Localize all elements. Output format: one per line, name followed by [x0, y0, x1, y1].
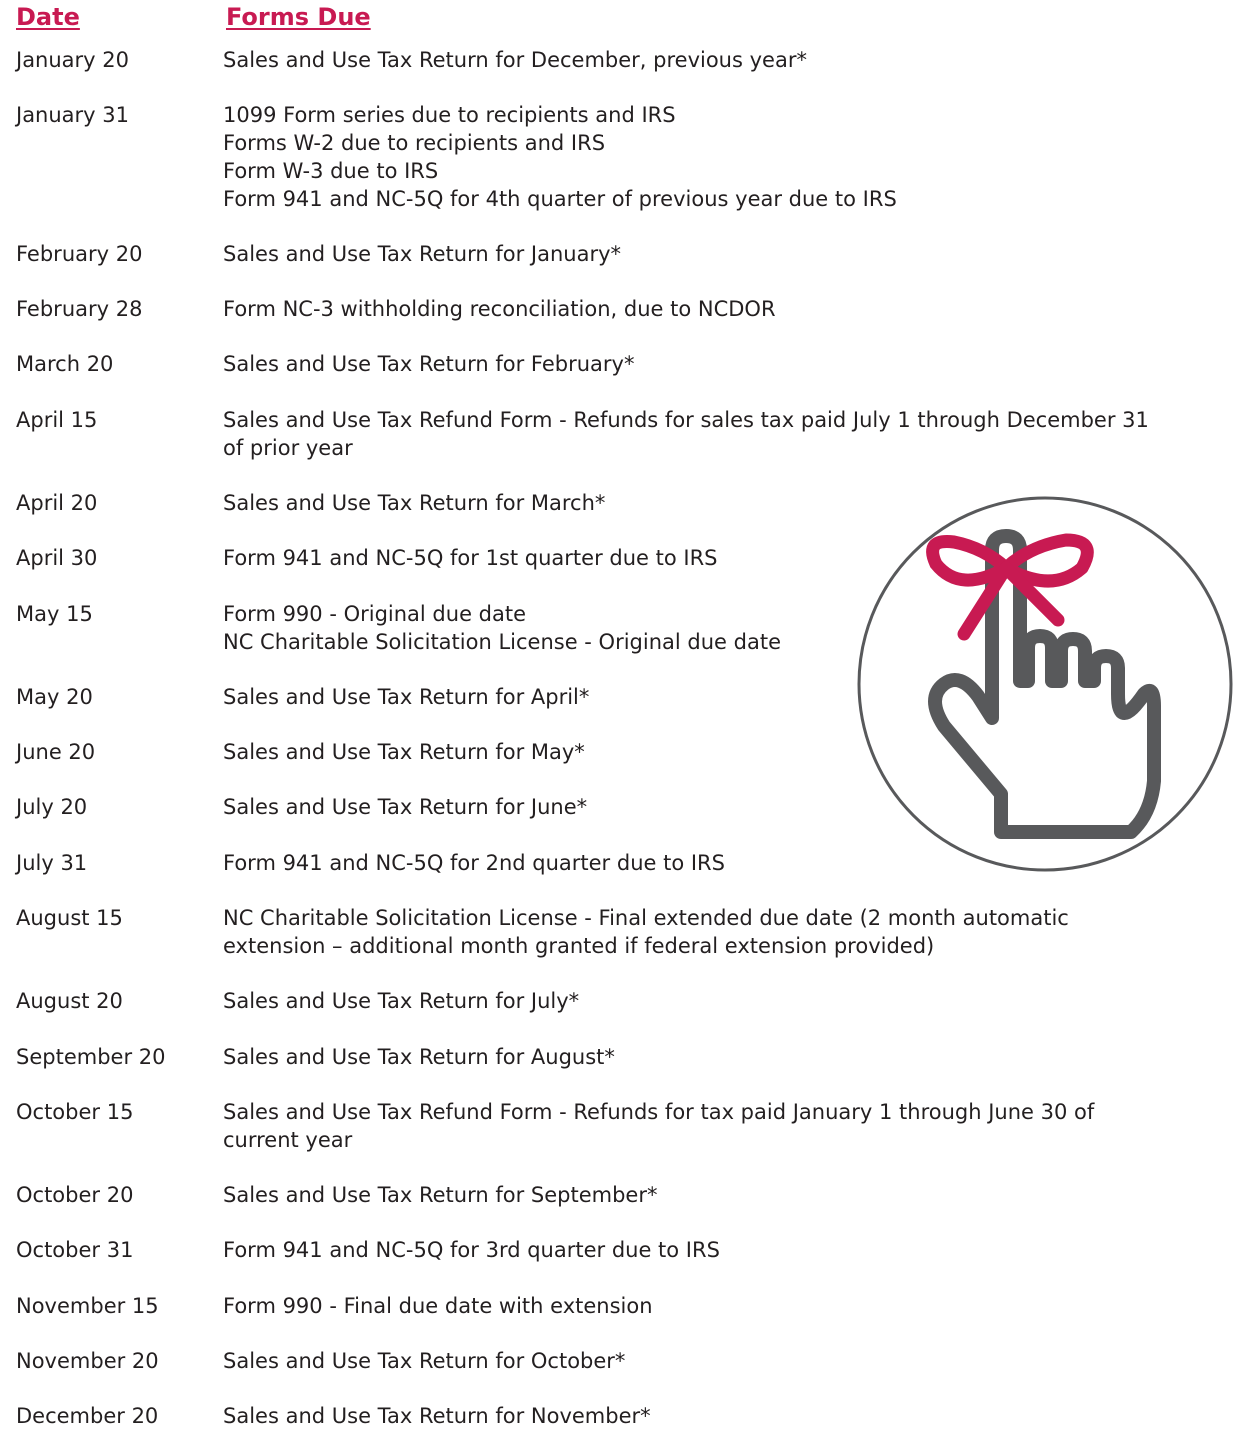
forms-due-column-header: Forms Due: [226, 3, 371, 31]
due-date: January 31: [16, 103, 130, 127]
form-line: Form 990 - Final due date with extension: [223, 1294, 653, 1318]
finger-ribbon-reminder-icon: [856, 496, 1236, 874]
due-date: March 20: [16, 352, 114, 376]
forms-due-cell: [223, 350, 1235, 378]
due-date: November 15: [16, 1294, 159, 1318]
forms-due-cell: [223, 1236, 1235, 1264]
forms-due-cell: [223, 987, 1235, 1015]
due-date: December 20: [16, 1404, 159, 1428]
form-line: Sales and Use Tax Return for February*: [223, 352, 635, 376]
date-column-header: Date: [16, 3, 80, 31]
form-line: Sales and Use Tax Return for March*: [223, 491, 606, 515]
form-line: Sales and Use Tax Return for August*: [223, 1045, 615, 1069]
forms-due-cell: [223, 1402, 1235, 1430]
form-line: Sales and Use Tax Refund Form - Refunds for tax paid January 1 through June 30 of: [223, 1100, 1095, 1124]
due-date: August 20: [16, 989, 123, 1013]
due-date: February 28: [16, 297, 143, 321]
forms-due-cell: [223, 1347, 1235, 1375]
form-line: 1099 Form series due to recipients and IRS: [223, 103, 676, 127]
forms-due-cell: [223, 46, 1235, 74]
form-line: Form 941 and NC-5Q for 4th quarter of previous year due to IRS: [223, 187, 897, 211]
form-line: Form 941 and NC-5Q for 1st quarter due to IRS: [223, 546, 718, 570]
due-date: May 15: [16, 602, 93, 626]
form-line: Sales and Use Tax Return for October*: [223, 1349, 626, 1373]
form-line: Sales and Use Tax Return for April*: [223, 685, 590, 709]
due-date: October 20: [16, 1183, 134, 1207]
due-date: April 20: [16, 491, 98, 515]
form-line: Sales and Use Tax Return for May*: [223, 740, 585, 764]
due-date: July 31: [16, 851, 88, 875]
form-line: Form 990 - Original due date: [223, 602, 527, 626]
form-line: Forms W-2 due to recipients and IRS: [223, 131, 606, 155]
form-line: Form NC-3 withholding reconciliation, due to NCDOR: [223, 297, 776, 321]
forms-due-cell: [223, 406, 1235, 462]
form-line: of prior year: [223, 436, 353, 460]
form-line: Sales and Use Tax Return for January*: [223, 242, 622, 266]
forms-due-cell: [223, 1098, 1235, 1154]
form-line: Sales and Use Tax Return for September*: [223, 1183, 658, 1207]
due-date: February 20: [16, 242, 143, 266]
due-date: June 20: [16, 740, 96, 764]
due-date: May 20: [16, 685, 93, 709]
form-line: extension – additional month granted if federal extension provided): [223, 934, 935, 958]
due-date: July 20: [16, 795, 88, 819]
form-line: Form W-3 due to IRS: [223, 159, 439, 183]
due-date: August 15: [16, 906, 123, 930]
form-line: Sales and Use Tax Return for June*: [223, 795, 588, 819]
form-line: Form 941 and NC-5Q for 3rd quarter due to IRS: [223, 1238, 720, 1262]
due-date: January 20: [16, 48, 130, 72]
form-line: Sales and Use Tax Return for November*: [223, 1404, 651, 1428]
forms-due-cell: [223, 1181, 1235, 1209]
due-date: April 30: [16, 546, 98, 570]
forms-due-cell: [223, 1292, 1235, 1320]
due-date: November 20: [16, 1349, 159, 1373]
forms-due-cell: [223, 101, 1235, 213]
due-date: September 20: [16, 1045, 166, 1069]
due-date: October 31: [16, 1238, 134, 1262]
form-line: Sales and Use Tax Return for December, previous year*: [223, 48, 807, 72]
form-line: current year: [223, 1128, 353, 1152]
form-line: Form 941 and NC-5Q for 2nd quarter due to IRS: [223, 851, 725, 875]
due-date: October 15: [16, 1100, 134, 1124]
forms-due-cell: [223, 240, 1235, 268]
form-line: NC Charitable Solicitation License - Original due date: [223, 630, 781, 654]
due-date: April 15: [16, 408, 98, 432]
form-line: NC Charitable Solicitation License - Final extended due date (2 month automatic: [223, 906, 1069, 930]
form-line: Sales and Use Tax Refund Form - Refunds for sales tax paid July 1 through December 31: [223, 408, 1149, 432]
forms-due-cell: [223, 904, 1235, 960]
form-line: Sales and Use Tax Return for July*: [223, 989, 580, 1013]
forms-due-cell: [223, 295, 1235, 323]
forms-due-cell: [223, 1043, 1235, 1071]
